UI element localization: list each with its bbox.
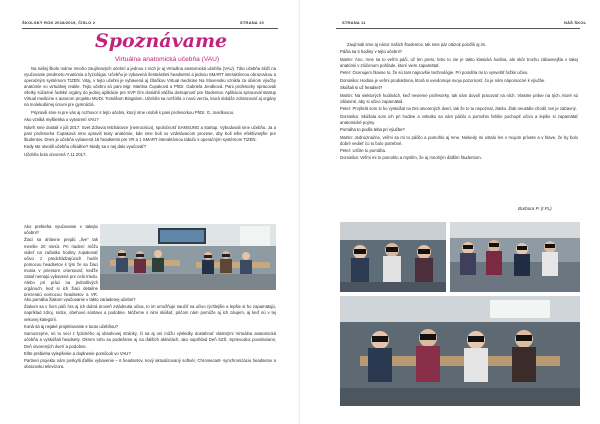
answer: Dominika: Veľmi mi to pomohlo a myslím, že aj mnohým ďalším študentom. (340, 155, 482, 161)
answer: Učebňa bola otvorená 7.11.2017. (24, 151, 87, 157)
answer: Partneri projektu nám poskytli ďalšie vybavenie – 6 headsetov, nový aktualizovaný softvér, Chromecast- synchronizáciu headsetov a obrazovku televízora. (24, 358, 276, 370)
header-page-number: STRANA 10 (240, 20, 264, 25)
article-body-wrap (24, 224, 98, 296)
right-page (300, 0, 600, 424)
answer: Martin: Jednoznačne, veľmi sa mi to páčilo a pomohlo aj mne. Niekedy mi ostalo len v mojom prívete a v hlave, že by bolo dobré vedieť čo to bolo potrebné. (340, 134, 578, 146)
question: Skúšali si už headset? (340, 85, 383, 91)
intro-paragraph: Na našej škole máme mnoho zaujímavých učební a jednou z nich je aj Virtuálna anatomická učebňa (VAU). Táto učebňa slúži na vyučovanie predmetu Anatómia a fyziológia. Učebňu je vybavená šestnástimi headsetmi a jednou SMART interaktívnou obrazovkou a operačným systémom TIZEN. Vitaj, v tejto učebni je vybavená aj čítačkou Virtual medicine Na Slovensku vznikla za účelom výučby anatómie vo virtuálnej realite. Tejto učebni sú pani Mgr. Martina Čupaková a PhDr. Gabriela Jendková. Pani profesorky spracovali všetky súčasné ľudské orgány do jednej aplikácie pre SVP čím dosiahli väčšiu dostupnosť pre študentov. Aplikáciu spracoval startup Virtual medicine s autorom projektu MUDr. Tomášom Bingalom. Učebňa sa rozšírila o novú verziu, ktorá dokáže zobrazovať aj orgány na molekulárnej úrovni pre gymnáziá. (24, 66, 276, 108)
answer: Žiaci sa ahlavne prejdú „live“ tak menšie 20 minút. Pri riadení môžu vidieť na začiatku hodiny zopakovať učivo z predchádzajúcich hodín pomocou headsetov s tým že sa žiaci musia v priestore orientovať, keďže zatiaľ nemajú vybavené pre celú triedu. Alebo pri práci na jednotlivých orgánoch, keď si ich žiaci detailne prezerajú pomocou headsetov a VR, (24, 237, 98, 296)
article-body-bottom (24, 297, 276, 407)
answer: Peter: Ocenujem hlavne to, že sú tam najnovšie technológie. Pri pomáha mi to vysvetliť ťažké učivo. (340, 70, 529, 76)
vr-lesson-photo (340, 296, 580, 406)
header-page-number: STRANA 11 (342, 20, 366, 25)
article-subtitle: Virtuálna anatomická učebňa (VAU) (114, 56, 220, 63)
answer: Martin: Áno, mne sa to veľmi páči, už len preto, lebo to nie je takto klasická hodina, ale skôr trochu zábavnejšia v takej anatómii v zlúčenom pohľade, ktoré viem zapamätať. (340, 56, 578, 68)
article-body-top (24, 66, 276, 226)
question: Páčia sa ti hodiny v tejto učebni? (340, 49, 402, 55)
question: Ako vzniká myšlienka o vytvorení VAU? (24, 117, 99, 123)
answer: Žiakom sa v ňom páči hra aj ich dobrá úroveň zvládnutia učiva, to im umožňuje naučiť sa učivo rýchlejšie a lepšie si ho zapamätajú, napríklad zdroj, srdce, obehovú sústavu a podobne. Môžeme s nimi skúšať, pričom nám pomôže aj ich záujem, aj keď sú v tej vekovej kategórii. (24, 304, 276, 322)
answer: Dominika: Hodina je veľmi produktívna, ktorá si uvedomuje svoju pozornosť, čo je nám nápomocné k výučbe. (340, 77, 546, 83)
header-magazine: NÁŠ ŠKOL (564, 20, 587, 25)
answer: Peter: Prvýkrát som si ho vyskúšal na Dni otvorených dverí, tak že to tu nepoznal, zlatko. Žiak neustále chodil, ten je zabavný. (340, 106, 577, 112)
question: Koná sa aj nejaké projektovanie s touto učebňou? (24, 323, 119, 329)
intro-line: Zaujímali sme aj názor našich študentov, tak sme pár otázok položili aj im. (347, 42, 487, 47)
question: Pomáha to podľa teba pri výučbe? (340, 127, 405, 133)
intro-paragraph: Pripravili sme si pre vás aj rozhovor s tejto učebni, ktorý sme urobili s pani profesorkou PhDr. G. Jendkovou. (31, 109, 235, 115)
question: Kedy ste otvorili učebňu oficiálne? Niedy sa v nej dalo vyučovať? (24, 144, 147, 150)
students-photo (340, 222, 446, 292)
question: Ešte prebieha vylepšenie a doplnenie pomôcok vo VAU? (24, 350, 131, 356)
header-rule (336, 28, 580, 29)
section-title: Spoznávame (95, 30, 228, 52)
question: Ako prebieha vyučovanie v takejto učebni? (24, 224, 98, 236)
answer: Dominika: Skúšala som ich pri hodine a vskutku sa nám páčilo a pomohlo ľahšie pochopiť učivo a lepšie si zapamätať anatomické pojmy. (340, 113, 578, 125)
classroom-photo (100, 224, 276, 290)
interview-body (340, 42, 578, 218)
answer: Martin: Na niektorých hodinách, keď nevieme profesorky, tak nám dovolí pracovať na ních. Vlastne práve na tých, ktoré sú zábavné, aby si učivo zapamätali. (340, 92, 578, 104)
students-vr-photo (450, 222, 580, 292)
question: Ako pomáha žiakom vyučovanie v takto zariadenej učebni? (24, 297, 136, 302)
answer: Samozrejme, sú to veci z fyzického aj obsahovej stránky, či sa aj oni môžu výsledky dosiahnuť vlastnými Virtuálna anatomická učebňa a vyskúšali headsety. Okrem toho sa podieľame aj na ďalších aktivitách, ako napríklad Deň SZŠ, Sprievodca povolaniami, Deň otvorených dverí a podobne. (24, 331, 276, 349)
author-signature: Barbora P. (I.FL) (518, 206, 552, 211)
header-issue: ŠKOLSKÝ ROK 2018/2019, ČÍSLO 2 (22, 20, 96, 25)
answer: Návrh sme dostali v júli 2017. Svet Zdravia Michalovce (nemocnica), spoločnosť SAMSUNG a startup. Vybudovali sme učebňu. Ja a pani profesorka Čupaková sme upravili texty anatómie, kde sme boli vo vzdelávacom procese, aby boli ešte efektívnejšie pre študentov. Dnes je učebňa vybavená 16 headsetmi pre VR a 1 SMART interaktívnou tabuľu s operačným systémom TIZEN. (24, 124, 276, 142)
answer: Peter: Určite to pomáha. (340, 148, 387, 153)
header-rule (22, 28, 278, 29)
